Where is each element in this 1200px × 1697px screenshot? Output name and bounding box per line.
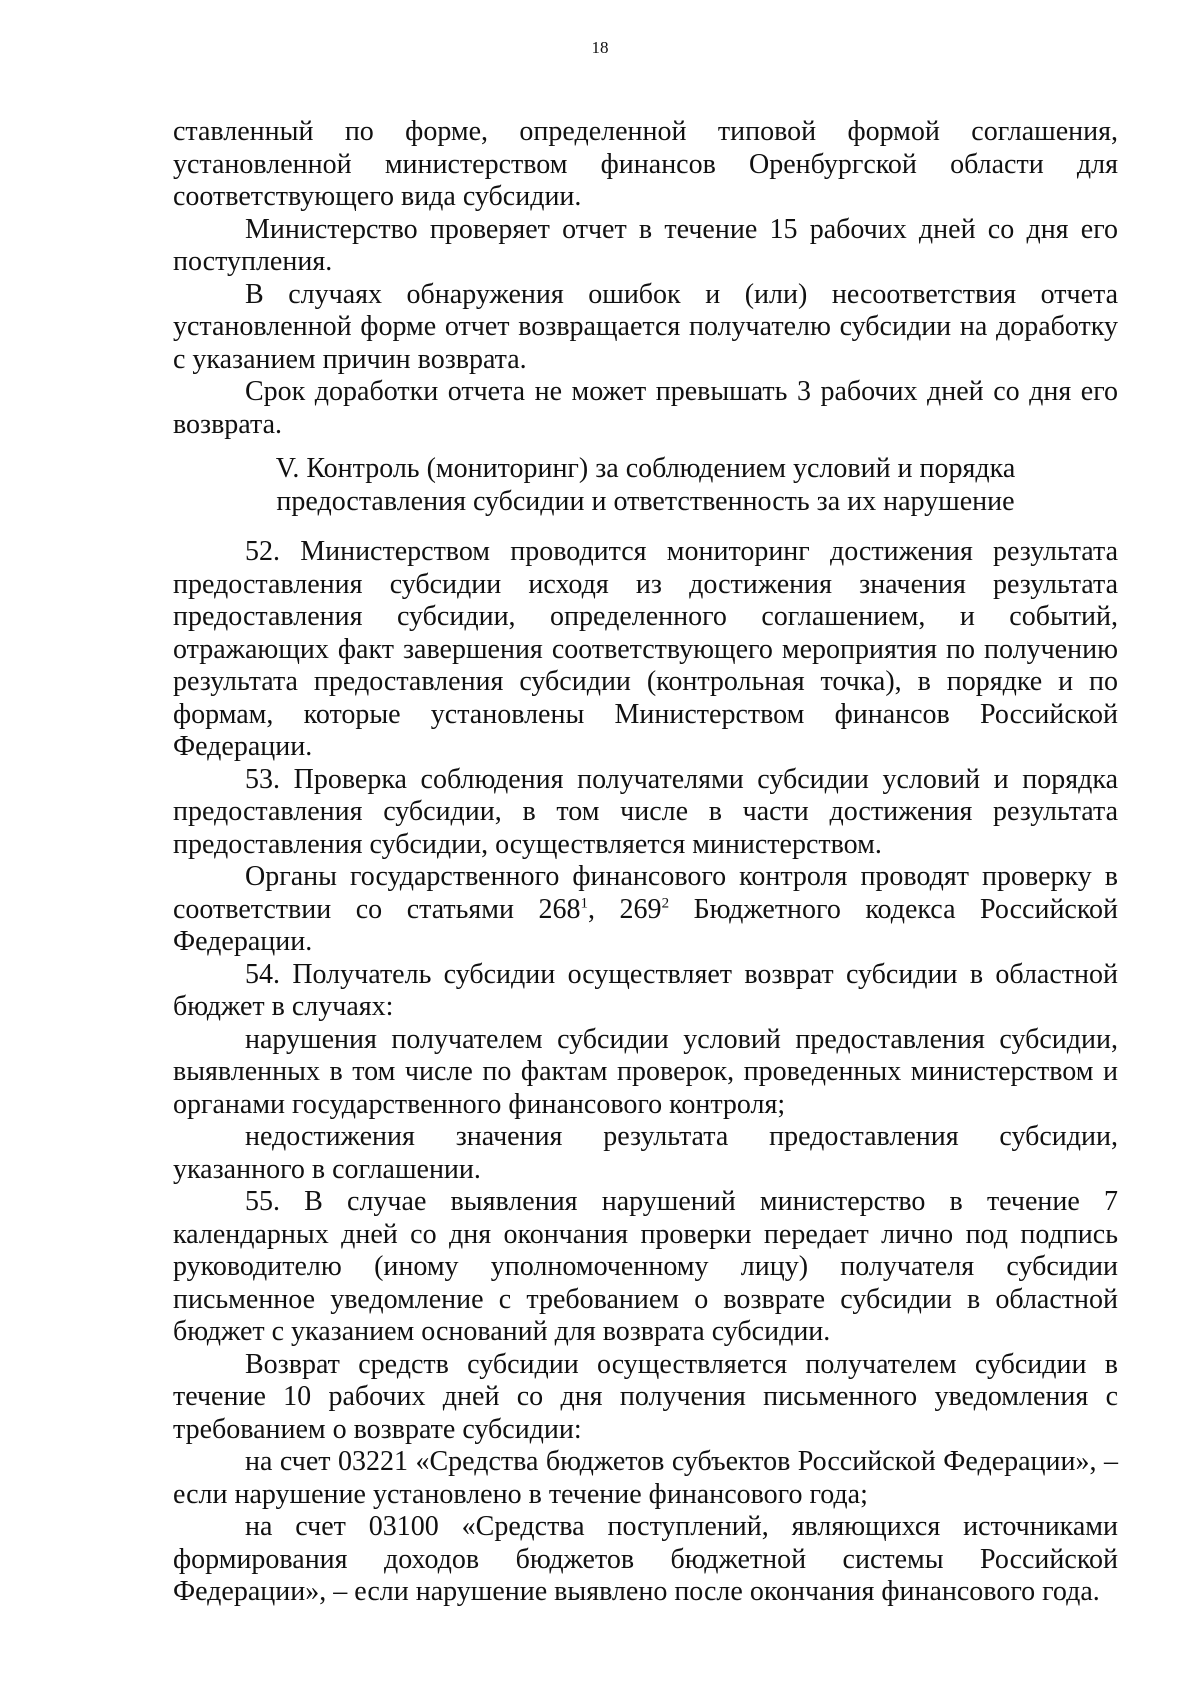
document-body <box>173 116 1118 1609</box>
articles-text-before: Органы государственного финансового контроля проводят проверку в соответствии со статьями 268 <box>173 861 1118 925</box>
paragraph: Срок доработки отчета не может превышать 3 рабочих дней со дня его возврата. <box>173 376 1118 440</box>
paragraph: Министерство проверяет отчет в течение 15 рабочих дней со дня его поступления. <box>173 213 1118 277</box>
articles-text-middle: , 269 <box>588 893 662 925</box>
paragraph: нарушения получателем субсидии условий предоставления субсидии, выявленных в том числе по фактам проверок, проведенных министерством и органами государственного финансового контроля; <box>173 1023 1118 1120</box>
paragraphs-before-heading <box>173 116 1118 441</box>
section-heading <box>173 453 1118 518</box>
paragraph: 54. Получатель субсидии осуществляет возврат субсидии в областной бюджет в случаях: <box>173 958 1118 1022</box>
paragraphs-after-heading <box>173 536 1118 861</box>
paragraph: 53. Проверка соблюдения получателями субсидии условий и порядка предоставления субсидии, в том числе в части достижения результата предоставления субсидии, осуществляется министерством. <box>173 763 1118 860</box>
page-number: 18 <box>591 38 609 57</box>
articles-text-after: Бюджетного кодекса Российской Федерации. <box>173 893 1119 957</box>
article-269-superscript: 2 <box>661 895 670 912</box>
paragraph: ставленный по форме, определенной типовой формой соглашения, установленной министерством финансов Оренбургской области для соответствующего вида субсидии. <box>173 116 1118 212</box>
section-heading-line-1: V. Контроль (мониторинг) за соблюдением условий и порядка <box>275 453 1016 484</box>
paragraph: на счет 03100 «Средства поступлений, являющихся источниками формирования доходов бюджетов бюджетной системы Российской Федерации», – если нарушение выявлено после окончания финансового года. <box>173 1511 1118 1607</box>
article-268-superscript: 1 <box>580 895 589 912</box>
paragraphs-final <box>173 959 1118 1609</box>
paragraph: Возврат средств субсидии осуществляется получателем субсидии в течение 10 рабочих дней со дня получения письменного уведомления с требованием о возврате субсидии: <box>173 1348 1118 1445</box>
paragraph: недостижения значения результата предоставления субсидии, указанного в соглашении. <box>173 1121 1118 1185</box>
paragraph: 52. Министерством проводится мониторинг достижения результата предоставления субсидии исходя из достижения значения результата предоставления субсидии, определенного соглашением, и событий, отражающих факт завершения соответствующего мероприятия по получению результата предоставления субсидии (контрольная точка), в порядке и по формам, которые установлены Министерством финансов Российской Федерации. <box>173 536 1118 762</box>
paragraph: 55. В случае выявления нарушений министерство в течение 7 календарных дней со дня окончания проверки передает лично под подпись руководителю (иному уполномоченному лицу) получателя субсидии письменное уведомление с требованием о возврате субсидии в областной бюджет с указанием оснований для возврата субсидии. <box>173 1186 1118 1347</box>
paragraph-budget-code-articles <box>173 861 1118 959</box>
section-heading-line-2: предоставления субсидии и ответственность за их нарушение <box>276 485 1015 517</box>
paragraph: на счет 03221 «Средства бюджетов субъектов Российской Федерации», – если нарушение установлено в течение финансового года; <box>173 1446 1118 1510</box>
paragraph: В случаях обнаружения ошибок и (или) несоответствия отчета установленной форме отчет возвращается получателю субсидии на доработку с указанием причин возврата. <box>173 278 1118 375</box>
